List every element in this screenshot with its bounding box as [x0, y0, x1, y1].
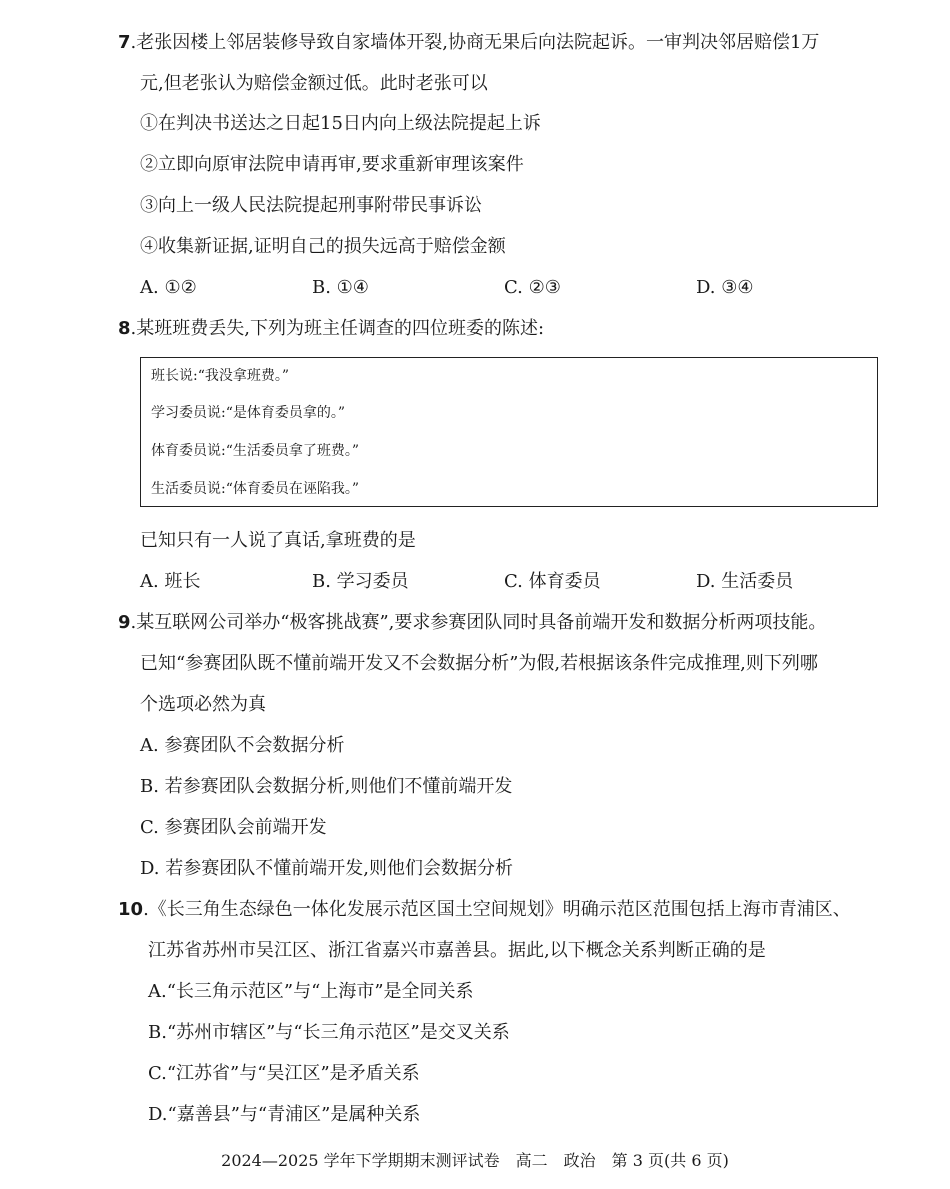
q7-stem-line1	[118, 31, 819, 55]
q9-option-d: D. 若参赛团队不懂前端开发,则他们会数据分析	[140, 858, 513, 879]
q8-number: 8	[118, 318, 131, 339]
q7-number: 7	[118, 32, 131, 53]
q8-statement-box	[140, 357, 878, 507]
q8-question: 已知只有一人说了真话,拿班费的是	[140, 530, 416, 551]
q7-item-4: ④收集新证据,证明自己的损失远高于赔偿金额	[140, 236, 506, 257]
page-footer: 2024—2025 学年下学期期末测评试卷 高二 政治 第 3 页(共 6 页)	[221, 1151, 729, 1170]
q8-option-c: C. 体育委员	[504, 571, 601, 592]
q9-option-c: C. 参赛团队会前端开发	[140, 817, 327, 838]
q7-option-b: B. ①④	[312, 277, 369, 298]
q7-option-d: D. ③④	[696, 277, 754, 298]
q7-stem-text1: .老张因楼上邻居装修导致自家墙体开裂,协商无果后向法院起诉。一审判决邻居赔偿1万	[130, 32, 820, 53]
q7-option-a: A. ①②	[140, 277, 197, 298]
q8-stem-text: .某班班费丢失,下列为班主任调查的四位班委的陈述:	[130, 318, 545, 339]
q9-number: 9	[118, 612, 131, 633]
q8-option-d: D. 生活委员	[696, 571, 794, 592]
q10-stem-line2: 江苏省苏州市吴江区、浙江省嘉兴市嘉善县。据此,以下概念关系判断正确的是	[148, 940, 766, 961]
q10-option-a: A.“长三角示范区”与“上海市”是全同关系	[148, 981, 474, 1002]
q9-option-b: B. 若参赛团队会数据分析,则他们不懂前端开发	[140, 776, 513, 797]
q8-statement-4: 生活委员说:“体育委员在诬陷我。”	[151, 481, 360, 497]
q8-stem	[118, 317, 544, 341]
q9-stem-line1	[118, 611, 826, 635]
q10-option-b: B.“苏州市辖区”与“长三角示范区”是交叉关系	[148, 1022, 510, 1043]
q7-stem-line2: 元,但老张认为赔偿金额过低。此时老张可以	[140, 73, 488, 94]
q9-stem-line3: 个选项必然为真	[140, 694, 266, 715]
q7-item-3: ③向上一级人民法院提起刑事附带民事诉讼	[140, 195, 482, 216]
q10-stem-line1	[118, 898, 851, 922]
q7-item-2: ②立即向原审法院申请再审,要求重新审理该案件	[140, 154, 524, 175]
q9-option-a: A. 参赛团队不会数据分析	[140, 735, 345, 756]
q8-statement-1: 班长说:“我没拿班费。”	[151, 368, 290, 384]
q10-stem-text1: .《长三角生态绿色一体化发展示范区国土空间规划》明确示范区范围包括上海市青浦区、	[143, 899, 851, 920]
q8-statement-3: 体育委员说:“生活委员拿了班费。”	[151, 443, 360, 459]
q9-stem-line2: 已知“参赛团队既不懂前端开发又不会数据分析”为假,若根据该条件完成推理,则下列哪	[140, 653, 818, 674]
q10-option-c: C.“江苏省”与“吴江区”是矛盾关系	[148, 1063, 420, 1084]
q9-stem-text1: .某互联网公司举办“极客挑战赛”,要求参赛团队同时具备前端开发和数据分析两项技能。	[130, 612, 827, 633]
q8-option-a: A. 班长	[140, 571, 201, 592]
q7-item-1: ①在判决书送达之日起15日内向上级法院提起上诉	[140, 113, 541, 134]
q8-statement-2: 学习委员说:“是体育委员拿的。”	[151, 405, 346, 421]
q8-option-b: B. 学习委员	[312, 571, 409, 592]
q10-number: 10	[118, 899, 144, 920]
q7-option-c: C. ②③	[504, 277, 561, 298]
q10-option-d: D.“嘉善县”与“青浦区”是属种关系	[148, 1104, 421, 1125]
